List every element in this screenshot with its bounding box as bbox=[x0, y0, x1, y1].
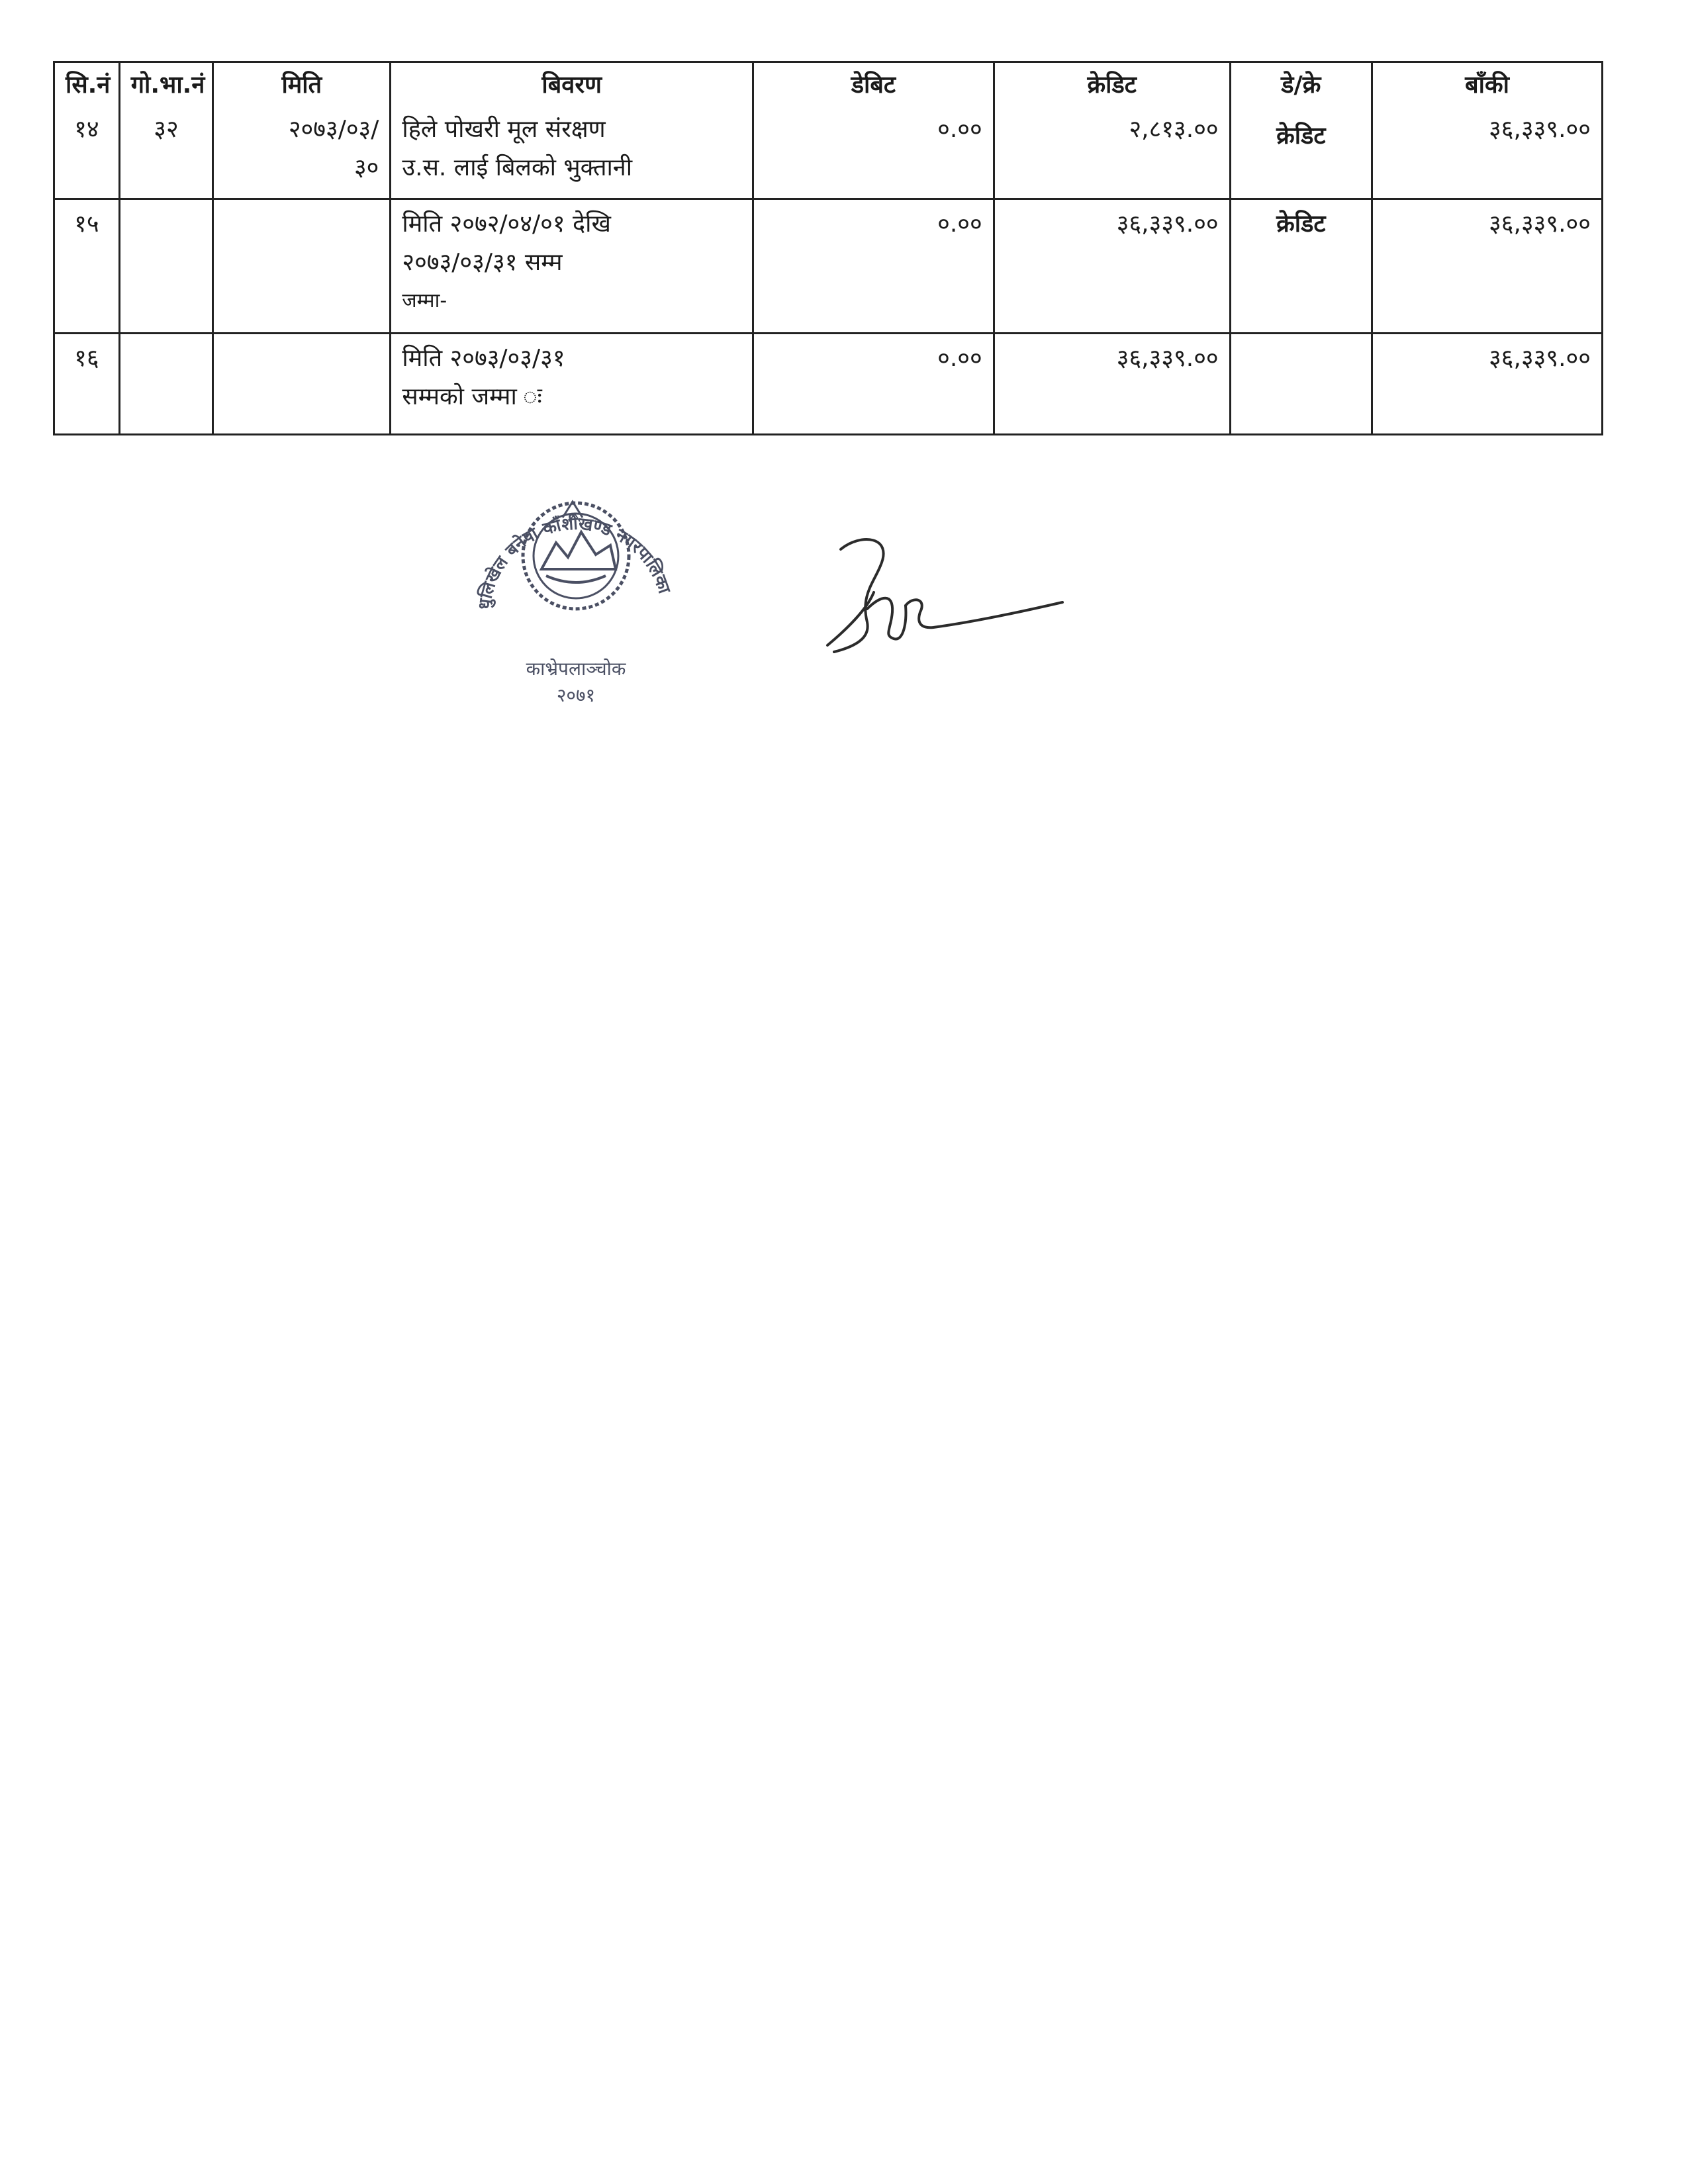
header-balance: बाँकी bbox=[1372, 62, 1603, 111]
header-voucher-no: गो.भा.नं bbox=[119, 62, 212, 111]
header-dr-cr: डे/क्रे bbox=[1230, 62, 1372, 111]
cell-description bbox=[391, 199, 753, 334]
table-row bbox=[54, 334, 1603, 435]
cell-dr-cr: क्रेडिट bbox=[1230, 199, 1372, 334]
cell-dr-cr bbox=[1230, 334, 1372, 435]
cell-dr-cr: क्रेडिट bbox=[1230, 111, 1372, 199]
cell-date bbox=[213, 199, 391, 334]
header-serial-no: सि.नं bbox=[54, 62, 120, 111]
header-date: मिति bbox=[213, 62, 391, 111]
cell-description bbox=[391, 334, 753, 435]
description-line: जम्मा- bbox=[402, 289, 447, 312]
cell-debit: ०.०० bbox=[753, 334, 994, 435]
description-line: २०७३/०३/३१ सम्म bbox=[402, 249, 563, 276]
svg-text:धुलिखेल बनेपा काँशीखण्ड नगरपाल bbox=[475, 513, 675, 610]
description-line: हिले पोखरी मूल संरक्षण bbox=[402, 116, 606, 143]
municipality-seal-icon bbox=[463, 477, 688, 715]
seal-year: २०७१ bbox=[556, 684, 596, 706]
signature-icon bbox=[821, 529, 1066, 662]
cell-credit: ३६,३३९.०० bbox=[994, 199, 1230, 334]
cell-date bbox=[213, 334, 391, 435]
description-line: सम्मको जम्मा ः bbox=[402, 383, 542, 410]
description-line: मिति २०७३/०३/३१ bbox=[402, 345, 565, 372]
table-header-row bbox=[54, 62, 1603, 111]
cell-serial-no: १४ bbox=[54, 111, 120, 199]
header-credit: क्रेडिट bbox=[994, 62, 1230, 111]
cell-serial-no: १६ bbox=[54, 334, 120, 435]
header-debit: डेबिट bbox=[753, 62, 994, 111]
cell-date bbox=[213, 111, 391, 199]
description-line: मिति २०७२/०४/०१ देखि bbox=[402, 210, 611, 238]
date-line: ३० bbox=[353, 154, 379, 181]
cell-debit: ०.०० bbox=[753, 111, 994, 199]
date-line: २०७३/०३/ bbox=[288, 116, 379, 143]
cell-debit: ०.०० bbox=[753, 199, 994, 334]
cell-description bbox=[391, 111, 753, 199]
cell-balance: ३६,३३९.०० bbox=[1372, 111, 1603, 199]
table-row bbox=[54, 199, 1603, 334]
cell-credit: ३६,३३९.०० bbox=[994, 334, 1230, 435]
cell-credit: २,८१३.०० bbox=[994, 111, 1230, 199]
table-row bbox=[54, 111, 1603, 199]
description-line: उ.स. लाई बिलको भुक्तानी bbox=[402, 154, 633, 181]
ledger-table bbox=[53, 61, 1603, 435]
cell-voucher-no: ३२ bbox=[119, 111, 212, 199]
cell-balance: ३६,३३९.०० bbox=[1372, 199, 1603, 334]
cell-balance: ३६,३३९.०० bbox=[1372, 334, 1603, 435]
header-description: बिवरण bbox=[391, 62, 753, 111]
seal-location: काभ्रेपलाञ्चोक bbox=[526, 658, 626, 680]
cell-voucher-no bbox=[119, 199, 212, 334]
cell-voucher-no bbox=[119, 334, 212, 435]
cell-serial-no: १५ bbox=[54, 199, 120, 334]
seal-arc-text: धुलिखेल बनेपा काँशीखण्ड नगरपालिका bbox=[475, 514, 675, 611]
